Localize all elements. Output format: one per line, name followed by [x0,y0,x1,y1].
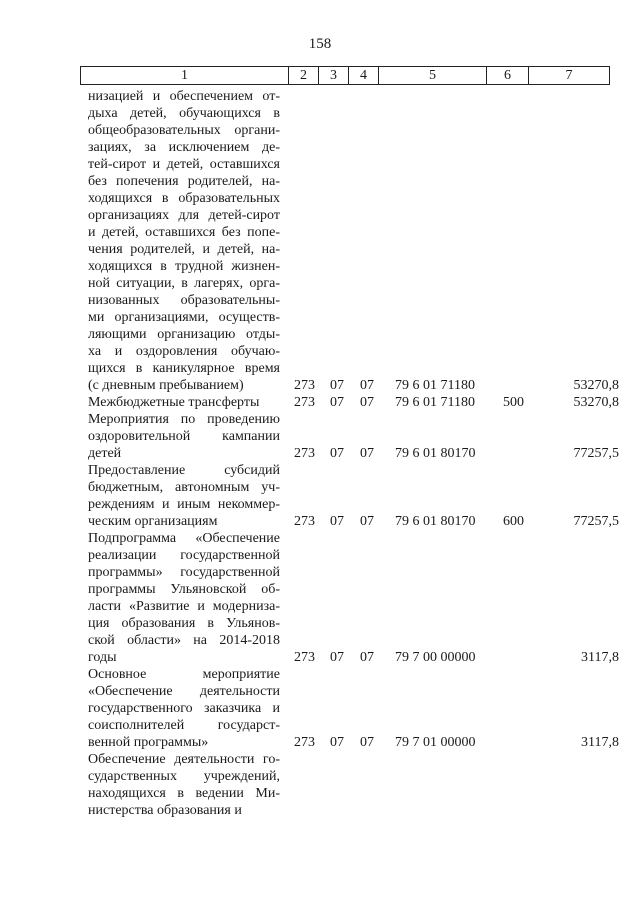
description-line: венной программы» [88,735,209,750]
description-line: нистерства образования и [88,803,242,818]
ministry-code: 273 [294,735,315,750]
description-line: программы Ульяновской об- [88,582,280,597]
target-article-code: 79 6 01 71180 [395,378,475,393]
amount: 3117,8 [581,735,619,750]
subsection-code: 07 [360,735,374,750]
description-line: реализации государственной [88,548,280,563]
target-article-code: 79 6 01 80170 [395,514,476,529]
amount: 3117,8 [581,650,619,665]
description-line: ция образования в Ульянов- [88,616,280,631]
row-description [88,88,280,394]
description-line: зациях, за исключением де- [88,140,280,155]
description-line: ской области» на 2014-2018 [88,633,280,648]
description-line: низацией и обеспечением от- [88,89,280,104]
subsection-code: 07 [360,514,374,529]
column-header-7: 7 [529,67,610,85]
description-line: оздоровительной кампании [88,429,280,444]
description-line: Мероприятия по проведению [88,412,280,427]
row-values [88,802,628,819]
column-header-5: 5 [379,67,487,85]
target-article-code: 79 6 01 80170 [395,446,476,461]
description-line: без попечения родителей, на- [88,174,280,189]
description-line: «Обеспечение деятельности [88,684,280,699]
row-values [88,649,628,666]
row-values [88,513,628,530]
description-line: государственного заказчика и [88,701,280,716]
section-code: 07 [330,395,344,410]
target-article-code: 79 6 01 71180 [395,395,475,410]
section-code: 07 [330,378,344,393]
description-line: реждениям и иным некоммер- [88,497,280,512]
column-header-2: 2 [289,67,319,85]
expense-type-code: 600 [503,514,524,529]
section-code: 07 [330,735,344,750]
section-code: 07 [330,446,344,461]
row-values [88,734,628,751]
page-number: 158 [308,36,332,52]
table-row [88,530,628,666]
description-line: Подпрограмма «Обеспечение [88,531,280,546]
description-line: общеобразовательных органи- [88,123,280,138]
description-line: ми организациями, осуществ- [88,310,280,325]
description-line: соисполнителей государст- [88,718,280,733]
target-article-code: 79 7 00 00000 [395,650,476,665]
description-line: организациях для детей-сирот [88,208,280,223]
description-line: (с дневным пребыванием) [88,378,244,393]
description-line: Основное мероприятие [88,667,280,682]
table-row [88,462,628,530]
description-line: щихся в каникулярное время [88,361,280,376]
description-line: Обеспечение деятельности го- [88,752,280,767]
description-line: бюджетным, автономным уч- [88,480,280,495]
amount: 77257,5 [573,446,619,461]
row-description [88,530,280,666]
description-line: тей-сирот и детей, оставшихся [88,157,280,172]
column-header-4: 4 [349,67,379,85]
ministry-code: 273 [294,446,315,461]
column-header-6: 6 [487,67,529,85]
ministry-code: 273 [294,378,315,393]
description-line: чения родителей, и детей, на- [88,242,280,257]
subsection-code: 07 [360,446,374,461]
description-line: сударственных учреждений, [88,769,280,784]
table-row [88,394,628,411]
ministry-code: 273 [294,395,315,410]
table-row [88,666,628,751]
description-line: программы» государственной [88,565,280,580]
description-line: детей [88,446,122,461]
column-header-row [80,66,610,85]
description-line: дыха детей, обучающихся в [88,106,280,121]
amount: 53270,8 [573,378,619,393]
description-line: ласти «Развитие и модерниза- [88,599,280,614]
description-line: ляющими организацию отды- [88,327,280,342]
description-line: находящихся в ведении Ми- [88,786,280,801]
section-code: 07 [330,650,344,665]
subsection-code: 07 [360,650,374,665]
description-line: ходящихся в трудной жизнен- [88,259,280,274]
description-line: Межбюджетные трансферты [88,395,260,410]
description-line: низованных образовательны- [88,293,280,308]
description-line: и детей, оставшихся без попе- [88,225,280,240]
amount: 77257,5 [573,514,619,529]
ministry-code: 273 [294,514,315,529]
description-line: годы [88,650,117,665]
table-row [88,88,628,394]
expense-type-code: 500 [503,395,524,410]
description-line: Предоставление субсидий [88,463,280,478]
table-row [88,751,628,819]
column-header-1: 1 [81,67,289,85]
section-code: 07 [330,514,344,529]
row-values [88,394,628,411]
column-header-3: 3 [319,67,349,85]
subsection-code: 07 [360,395,374,410]
description-line: ной ситуации, в лагерях, орга- [88,276,280,291]
row-values [88,445,628,462]
description-line: ческим организациям [88,514,218,529]
table-row [88,411,628,462]
subsection-code: 07 [360,378,374,393]
description-line: ха и оздоровления обучаю- [88,344,280,359]
target-article-code: 79 7 01 00000 [395,735,476,750]
row-values [88,377,628,394]
description-line: ходящихся в образовательных [88,191,280,206]
ministry-code: 273 [294,650,315,665]
budget-table-body [88,88,628,819]
amount: 53270,8 [573,395,619,410]
